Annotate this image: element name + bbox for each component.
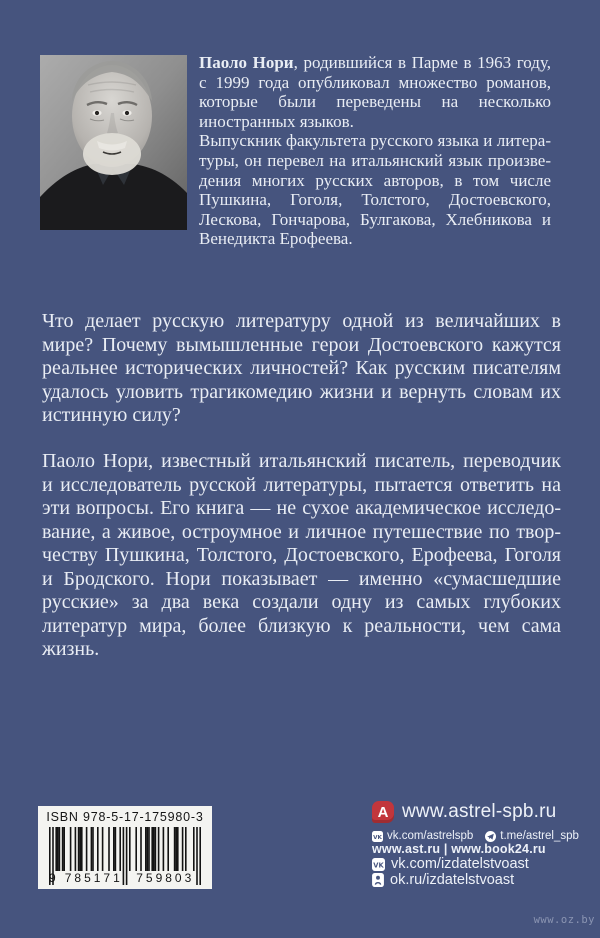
publisher-social-row-3: [372, 872, 514, 888]
bio-paragraph-2: Выпускник факультета русского языка и литературы, он перевел на итальянский язык произведения многих русских авторов, в том числе Пушкина, Гоголя, Толстого, Достоевского, Лескова, Гончарова, Булгакова, Хлебникова и Венедикта Ерофеева.: [199, 131, 551, 249]
telegram-astrel-link: t.me/astrel_spb: [500, 830, 579, 842]
publisher-main-row: [372, 801, 556, 823]
telegram-icon: [485, 831, 496, 842]
barcode-digits-left-group: 785171: [64, 871, 123, 885]
ok-ast-link: ok.ru/izdatelstvoast: [390, 872, 515, 888]
vk-astrel-link: vk.com/astrelspb: [387, 830, 474, 842]
publisher-social-row-2: [372, 856, 529, 872]
ast-publisher-logo-icon: [372, 801, 394, 823]
bio-paragraph-1: [199, 53, 551, 131]
svg-text:VK: VK: [373, 834, 382, 841]
barcode-bars: [49, 827, 201, 885]
watermark: www.oz.by: [533, 914, 595, 926]
barcode-block: [38, 806, 212, 889]
odnoklassniki-icon: [372, 873, 384, 887]
isbn-label: ISBN 978-5-17-175980-3: [46, 810, 204, 824]
barcode-digits: [49, 872, 201, 885]
annotation-paragraph-2: Паоло Нори, известный итальянский писатель, переводчик и исследователь русской литературы, пытается ответить на эти вопросы. Его книга — не сухое академическое исследование, а живое, остроумное и личное путешествие по творчеству Пушкина, Толстого, Достоевского, Ерофеева, Гоголя и Бродского. Нори показывает — именно «сумасшедшие русские» за два века создали одну из самых глубоких литератур мира, более близкую к реальности, чем сама жизнь.: [42, 450, 561, 660]
publisher-block: [372, 800, 592, 895]
vk-ast-link: vk.com/izdatelstvoast: [391, 856, 529, 872]
barcode-digits-right-group: 759803: [136, 871, 195, 885]
svg-text:VK: VK: [373, 861, 384, 870]
vk-icon: [372, 831, 383, 842]
author-name: Паоло Нори: [199, 53, 294, 72]
bio-paragraph-1-text: , родившийся в Парме в 1963 году, с 1999 года опубликовал множество романов, которые были переведены на несколько иностранных языков.: [199, 53, 551, 131]
publisher-sites-bold: www.ast.ru | www.book24.ru: [372, 842, 546, 856]
publisher-social-row-1: [372, 830, 579, 842]
ast-logo-letter: A: [377, 803, 389, 821]
portrait-illustration: [40, 55, 187, 230]
barcode-digit-first: 9: [49, 871, 56, 885]
vk-icon: [372, 858, 385, 871]
author-photo: [40, 55, 187, 230]
annotation-paragraph-1: Что делает русскую литературу одной из величайших в мире? Почему вымышленные герои Достоевского кажутся реальнее исторических личностей? Как русским писателям удалось уловить трагикомедию жизни и вернуть словам их истинную силу?: [42, 310, 561, 426]
author-bio: [199, 53, 551, 249]
publisher-main-site: www.astrel-spb.ru: [402, 801, 557, 822]
